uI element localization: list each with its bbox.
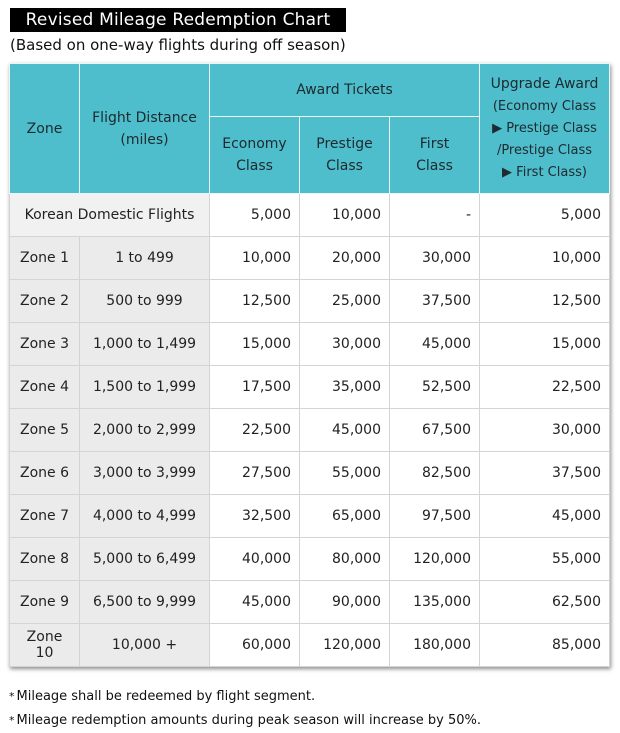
domestic-economy: 5,000 (210, 194, 300, 237)
zone-cell: Zone 7 (10, 495, 80, 538)
upgrade-cell: 15,000 (480, 323, 610, 366)
chart-title: Revised Mileage Redemption Chart (10, 8, 346, 32)
upgrade-cell: 30,000 (480, 409, 610, 452)
first-cell: 135,000 (390, 581, 480, 624)
table-row (10, 581, 610, 624)
distance-cell: 6,500 to 9,999 (80, 581, 210, 624)
prestige-cell: 65,000 (300, 495, 390, 538)
prestige-cell: 55,000 (300, 452, 390, 495)
prestige-cell: 120,000 (300, 624, 390, 667)
asterisk-icon: * (9, 690, 15, 703)
footnote-text: Mileage shall be redeemed by flight segment. (16, 689, 316, 704)
economy-cell: 27,500 (210, 452, 300, 495)
table-row (10, 323, 610, 366)
distance-cell: 1,000 to 1,499 (80, 323, 210, 366)
upgrade-cell: 85,000 (480, 624, 610, 667)
economy-cell: 15,000 (210, 323, 300, 366)
prestige-cell: 35,000 (300, 366, 390, 409)
first-cell: 52,500 (390, 366, 480, 409)
first-cell: 45,000 (390, 323, 480, 366)
chart-subtitle: (Based on one-way flights during off season) (10, 36, 346, 54)
table-row (10, 538, 610, 581)
first-cell: 120,000 (390, 538, 480, 581)
zone-cell: Zone 6 (10, 452, 80, 495)
zone-cell: Zone 10 (10, 624, 80, 667)
economy-cell: 60,000 (210, 624, 300, 667)
upgrade-cell: 22,500 (480, 366, 610, 409)
prestige-cell: 25,000 (300, 280, 390, 323)
table-row (10, 409, 610, 452)
table-row (10, 495, 610, 538)
prestige-cell: 20,000 (300, 237, 390, 280)
domestic-upgrade: 5,000 (480, 194, 610, 237)
first-cell: 67,500 (390, 409, 480, 452)
first-cell: 37,500 (390, 280, 480, 323)
first-cell: 180,000 (390, 624, 480, 667)
zone-cell: Zone 4 (10, 366, 80, 409)
table-row (10, 280, 610, 323)
zone-cell: Zone 9 (10, 581, 80, 624)
zone-cell: Zone 5 (10, 409, 80, 452)
header-upgrade-award: Upgrade Award (Economy Class ▶ Prestige Class /Prestige Class ▶ First Class) (480, 64, 610, 194)
zone-cell: Zone 2 (10, 280, 80, 323)
asterisk-icon: * (9, 714, 15, 727)
first-cell: 30,000 (390, 237, 480, 280)
header-flight-distance: Flight Distance (miles) (80, 64, 210, 194)
header-economy-class: Economy Class (210, 117, 300, 194)
economy-cell: 10,000 (210, 237, 300, 280)
prestige-cell: 90,000 (300, 581, 390, 624)
upgrade-cell: 12,500 (480, 280, 610, 323)
footnote (9, 685, 481, 709)
domestic-first: - (390, 194, 480, 237)
footnote-text: Mileage redemption amounts during peak season will increase by 50%. (16, 713, 482, 728)
footnotes (9, 685, 481, 733)
economy-cell: 40,000 (210, 538, 300, 581)
upgrade-cell: 45,000 (480, 495, 610, 538)
header-zone: Zone (10, 64, 80, 194)
economy-cell: 22,500 (210, 409, 300, 452)
first-cell: 97,500 (390, 495, 480, 538)
zone-cell: Zone 3 (10, 323, 80, 366)
prestige-cell: 45,000 (300, 409, 390, 452)
header-award-tickets: Award Tickets (210, 64, 480, 117)
upgrade-cell: 55,000 (480, 538, 610, 581)
table-row (10, 452, 610, 495)
distance-cell: 2,000 to 2,999 (80, 409, 210, 452)
distance-cell: 4,000 to 4,999 (80, 495, 210, 538)
distance-cell: 5,000 to 6,499 (80, 538, 210, 581)
upgrade-cell: 37,500 (480, 452, 610, 495)
domestic-prestige: 10,000 (300, 194, 390, 237)
upgrade-cell: 10,000 (480, 237, 610, 280)
table-row (10, 366, 610, 409)
table-row (10, 237, 610, 280)
upgrade-cell: 62,500 (480, 581, 610, 624)
first-cell: 82,500 (390, 452, 480, 495)
distance-cell: 1 to 499 (80, 237, 210, 280)
distance-cell: 500 to 999 (80, 280, 210, 323)
distance-cell: 3,000 to 3,999 (80, 452, 210, 495)
table-row-domestic (10, 194, 610, 237)
header-first-class: First Class (390, 117, 480, 194)
mileage-redemption-table (9, 63, 610, 667)
economy-cell: 17,500 (210, 366, 300, 409)
economy-cell: 32,500 (210, 495, 300, 538)
economy-cell: 45,000 (210, 581, 300, 624)
footnote (9, 709, 481, 733)
distance-cell: 1,500 to 1,999 (80, 366, 210, 409)
zone-cell: Zone 8 (10, 538, 80, 581)
header-prestige-class: Prestige Class (300, 117, 390, 194)
economy-cell: 12,500 (210, 280, 300, 323)
distance-cell: 10,000 + (80, 624, 210, 667)
prestige-cell: 80,000 (300, 538, 390, 581)
table-row (10, 624, 610, 667)
table-body (10, 194, 610, 667)
zone-cell: Zone 1 (10, 237, 80, 280)
prestige-cell: 30,000 (300, 323, 390, 366)
domestic-label: Korean Domestic Flights (10, 194, 210, 237)
